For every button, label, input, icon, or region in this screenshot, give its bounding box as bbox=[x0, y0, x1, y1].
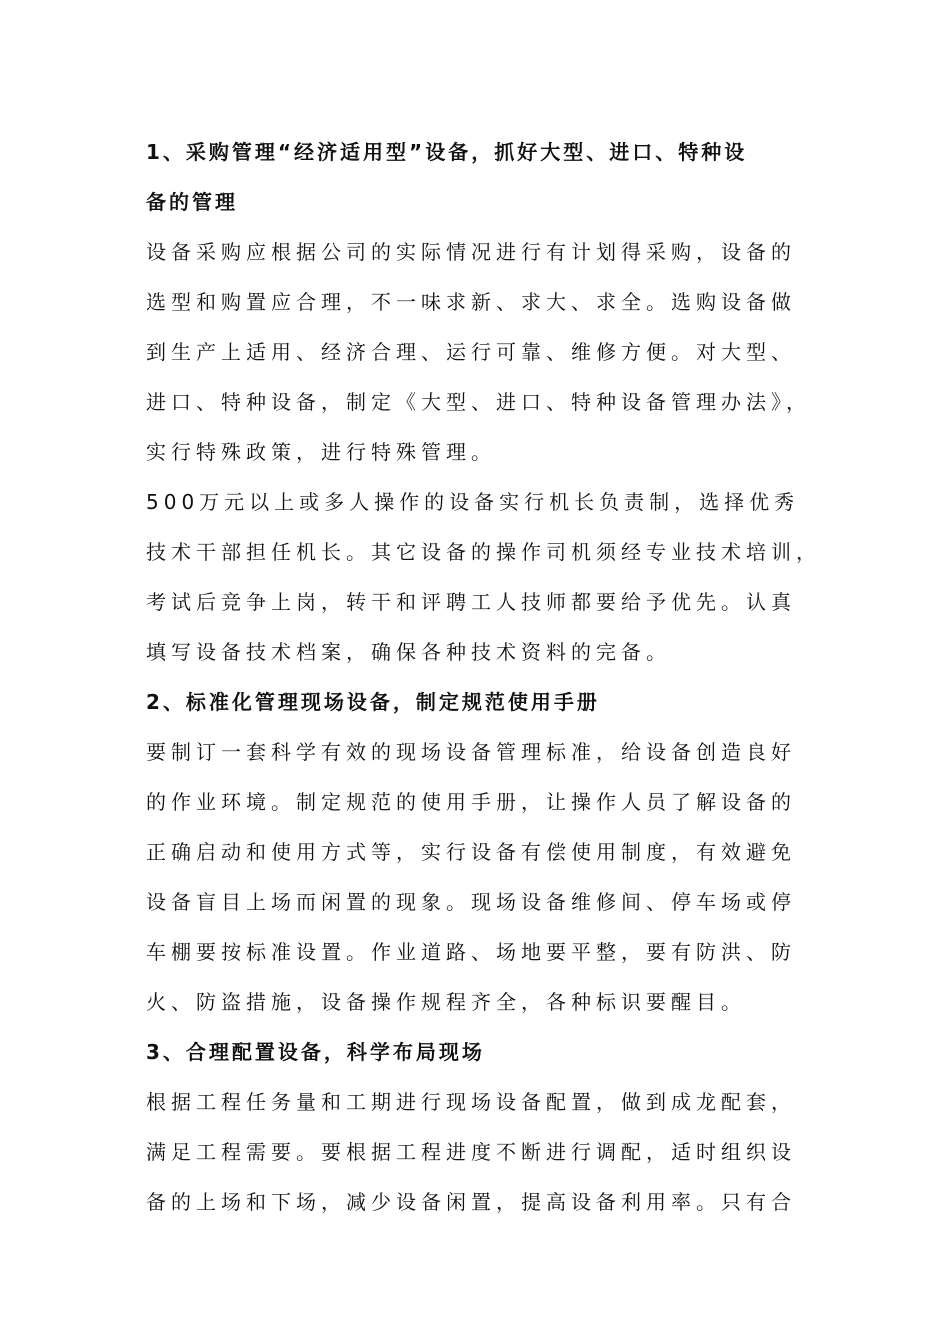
paragraph-line: 火、防盗措施，设备操作规程齐全，各种标识要醒目。 bbox=[146, 990, 746, 1014]
paragraph-line: 的作业环境。制定规范的使用手册，让操作人员了解设备的 bbox=[146, 790, 796, 814]
paragraph-line: 500万元以上或多人操作的设备实行机长负责制，选择优秀 bbox=[146, 490, 800, 514]
section-1-paragraph-1 bbox=[146, 227, 816, 477]
section-3 bbox=[146, 1027, 816, 1227]
paragraph-line: 进口、特种设备，制定《大型、进口、特种设备管理办法》， bbox=[146, 390, 811, 414]
section-2 bbox=[146, 677, 816, 1027]
paragraph-line: 要制订一套科学有效的现场设备管理标准，给设备创造良好 bbox=[146, 740, 796, 764]
section-2-paragraph-1 bbox=[146, 727, 816, 1027]
paragraph-line: 填写设备技术档案，确保各种技术资料的完备。 bbox=[146, 640, 671, 664]
paragraph-line: 根据工程任务量和工期进行现场设备配置，做到成龙配套， bbox=[146, 1090, 796, 1114]
paragraph-line: 考试后竞争上岗，转干和评聘工人技师都要给予优先。认真 bbox=[146, 590, 796, 614]
paragraph-line: 正确启动和使用方式等，实行设备有偿使用制度，有效避免 bbox=[146, 840, 796, 864]
section-1-paragraph-2 bbox=[146, 477, 821, 677]
section-1 bbox=[146, 127, 821, 677]
paragraph-line: 车棚要按标准设置。作业道路、场地要平整，要有防洪、防 bbox=[146, 940, 796, 964]
paragraph-line: 技术干部担任机长。其它设备的操作司机须经专业技术培训， bbox=[146, 540, 821, 564]
section-3-paragraph-1 bbox=[146, 1077, 816, 1227]
paragraph-line: 实行特殊政策，进行特殊管理。 bbox=[146, 440, 496, 464]
paragraph-line: 选型和购置应合理，不一味求新、求大、求全。选购设备做 bbox=[146, 290, 796, 314]
section-1-heading-line-2: 备的管理 bbox=[146, 190, 238, 214]
paragraph-line: 到生产上适用、经济合理、运行可靠、维修方便。对大型、 bbox=[146, 340, 796, 364]
paragraph-line: 备的上场和下场，减少设备闲置，提高设备利用率。只有合 bbox=[146, 1190, 796, 1214]
paragraph-line: 设备采购应根据公司的实际情况进行有计划得采购，设备的 bbox=[146, 240, 796, 264]
paragraph-line: 设备盲目上场而闲置的现象。现场设备维修间、停车场或停 bbox=[146, 890, 796, 914]
paragraph-line: 满足工程需要。要根据工程进度不断进行调配，适时组织设 bbox=[146, 1140, 796, 1164]
section-2-heading: 2、标准化管理现场设备，制定规范使用手册 bbox=[146, 690, 600, 714]
document-body bbox=[146, 127, 821, 1227]
section-3-heading: 3、合理配置设备，科学布局现场 bbox=[146, 1040, 485, 1064]
section-1-heading-line-1: 1、采购管理“经济适用型”设备，抓好大型、进口、特种设 bbox=[146, 140, 748, 164]
